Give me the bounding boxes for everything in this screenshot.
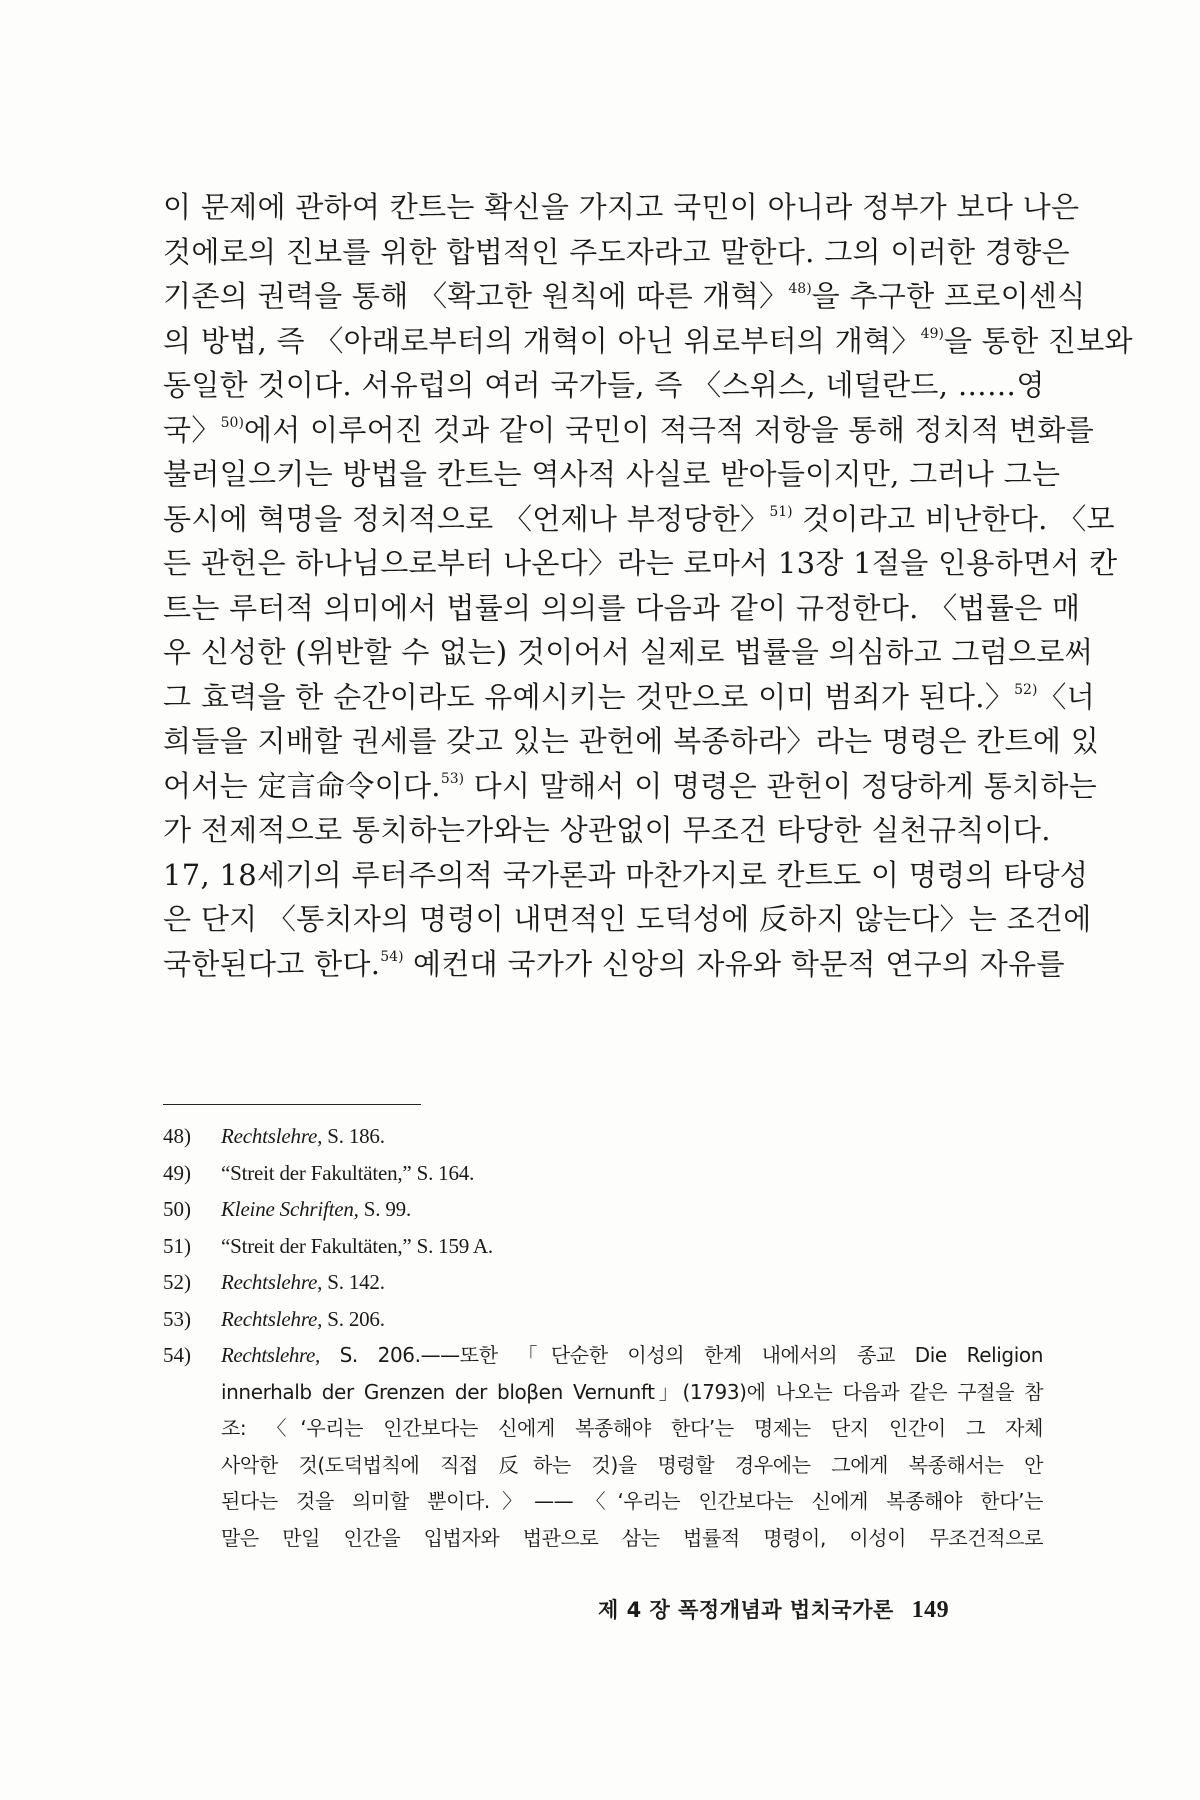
body-text-segment: 트는 루터적 의미에서 법률의 의의를 다음과 같이 규정한다. 〈법률은 매 [163, 590, 1081, 625]
footnote-marker[interactable]: 48) [788, 281, 812, 297]
footnote-line: 사악한 것(도덕법칙에 직접 反하는 것)을 명령할 경우에는 그에게 복종해서는 안 [221, 1452, 1043, 1477]
body-text-segment: 가 전제적으로 통치하는가와는 상관없이 무조건 타당한 실천규칙이다. [163, 813, 1051, 847]
footnote-marker[interactable]: 51) [769, 503, 793, 520]
body-text-segment: 을 추구한 프로이센식 [811, 279, 1086, 313]
footnote-reference: S. 206. [322, 1306, 385, 1331]
body-text-segment: 은 단지 〈통치자의 명령이 내면적인 도덕성에 反하지 않는다〉는 조건에 [163, 902, 1092, 936]
body-line [163, 541, 1118, 586]
body-line [163, 274, 1086, 319]
body-text [163, 185, 1133, 986]
footnote-source-title: Rechtslehre, [221, 1343, 320, 1367]
body-text-segment: 〈너 [1037, 679, 1096, 714]
body-line [163, 764, 1098, 809]
footnote-number: 49) [163, 1160, 191, 1185]
footnote-reference: “Streit der Fakultäten,” S. 164. [221, 1160, 475, 1185]
footnote-text [221, 1228, 493, 1265]
body-text-segment: 의 방법, 즉 〈아래로부터의 개혁이 아닌 위로부터의 개혁〉 [163, 323, 921, 358]
page-number: 149 [911, 1597, 950, 1623]
footnote-item [163, 1191, 1043, 1228]
footnote-text [221, 1155, 474, 1192]
footnote-item [163, 1118, 1043, 1155]
footnote-number: 54) [163, 1343, 191, 1367]
footnote-text [221, 1264, 385, 1301]
footnote-item [163, 1155, 1043, 1192]
footnote-text [221, 1301, 385, 1338]
body-line [163, 497, 1115, 542]
chapter-title: 제 4 장 폭정개념과 법치국가론 [598, 1598, 894, 1622]
footnote-reference: S. 142. [322, 1270, 385, 1294]
footnote-text [221, 1118, 385, 1155]
body-text-segment: 예컨대 국가가 신앙의 자유와 학문적 연구의 자유를 [403, 946, 1065, 981]
footnote-line [221, 1337, 1043, 1374]
body-text-segment: 어서는 定言命令이다. [163, 768, 441, 803]
footnote-item [163, 1337, 1043, 1556]
body-line [163, 363, 1043, 408]
body-text-segment: 17, 18세기의 루터주의적 국가론과 마찬가지로 칸트도 이 명령의 타당성 [163, 857, 1089, 892]
body-line [163, 897, 1092, 942]
body-text-segment: 기존의 권력을 통해 〈확고한 원칙에 따른 개혁〉 [163, 279, 789, 313]
footnote-line: innerhalb der Grenzen der bloβen Vernunft」(1793)에 나오는 다음과 같은 구절을 참 [221, 1379, 1043, 1404]
footnote-source-title: Rechtslehre, [221, 1306, 323, 1331]
body-text-segment: 에서 이루어진 것과 같이 국민이 적극적 저항을 통해 정치적 변화를 [243, 412, 1095, 447]
body-text-segment: 다시 말해서 이 명령은 관헌이 정당하게 통치하는 [464, 768, 1098, 803]
footnote-number: 51) [163, 1233, 191, 1258]
footnote-marker[interactable]: 50) [220, 414, 244, 431]
footnote-source-title: Rechtslehre, [221, 1124, 323, 1148]
body-text-segment: 든 관헌은 하나님으로부터 나온다〉라는 로마서 13장 1절을 인용하면서 칸 [163, 546, 1118, 580]
footnote-number: 52) [163, 1270, 191, 1294]
body-line [163, 719, 1100, 764]
footnote-reference: S. 186. [322, 1124, 385, 1148]
body-text-segment: 국〉 [163, 412, 221, 447]
body-line [163, 319, 1133, 364]
footnote-item [163, 1264, 1043, 1301]
body-line [163, 452, 1061, 497]
body-text-segment: 동시에 혁명을 정치적으로 〈언제나 부정당한〉 [163, 501, 770, 536]
body-text-segment: 을 통한 진보와 [943, 323, 1133, 358]
footnote-reference: S. 99. [358, 1197, 412, 1221]
footnote-marker[interactable]: 53) [440, 770, 465, 787]
body-line [163, 408, 1095, 453]
body-line [163, 808, 1051, 853]
body-line [163, 230, 1070, 275]
footnote-source-title: Rechtslehre, [221, 1270, 323, 1294]
body-text-segment: 국한된다고 한다. [163, 946, 381, 981]
footnote-item [163, 1301, 1043, 1338]
footnote-marker[interactable]: 49) [920, 325, 944, 342]
body-text-segment: 불러일으키는 방법을 칸트는 역사적 사실로 받아들이지만, 그러나 그는 [163, 457, 1061, 491]
footnote-text [221, 1191, 411, 1228]
body-text-segment: 그 효력을 한 순간이라도 유예시키는 것만으로 이미 범죄가 된다.〉 [163, 679, 1015, 714]
footnote-reference: “Streit der Fakultäten,” S. 159 A. [221, 1233, 493, 1258]
body-text-segment: 것에로의 진보를 위한 합법적인 주도자라고 말한다. 그의 이러한 경향은 [163, 234, 1070, 269]
footnote-number: 50) [163, 1197, 191, 1221]
body-line [163, 586, 1081, 631]
body-line [163, 185, 1080, 230]
footnote-item [163, 1228, 1043, 1265]
footnote-number: 48) [163, 1124, 191, 1148]
footnote-text [221, 1337, 1043, 1556]
footnote-number: 53) [163, 1306, 191, 1331]
footnote-source-title: Kleine Schriften, [221, 1197, 359, 1221]
footnote-line: 된다는 것을 의미할 뿐이다.〉——〈‘우리는 인간보다는 신에게 복종해야 한다’는 [221, 1489, 1043, 1513]
body-text-segment: 이 문제에 관하여 칸트는 확신을 가지고 국민이 아니라 정부가 보다 나은 [163, 190, 1080, 224]
body-text-segment: 우 신성한 (위반할 수 없는) 것이어서 실제로 법률을 의심하고 그럼으로써 [163, 635, 1093, 669]
body-text-segment: 희들을 지배할 권세를 갖고 있는 관헌에 복종하라〉라는 명령은 칸트에 있 [163, 724, 1100, 758]
body-text-segment: 것이라고 비난한다. 〈모 [792, 501, 1115, 536]
body-line [163, 853, 1089, 898]
footnote-marker[interactable]: 54) [380, 948, 404, 965]
running-footer [598, 1594, 949, 1624]
footnote-line: 조: 〈‘우리는 인간보다는 신에게 복종해야 한다’는 명제는 단지 인간이 그 자체 [221, 1416, 1043, 1440]
footnote-line: 말은 만일 인간을 입법자와 법관으로 삼는 법률적 명령이, 이성이 무조건적으로 [221, 1525, 1043, 1550]
body-line [163, 675, 1096, 720]
body-text-segment: 동일한 것이다. 서유럽의 여러 국가들, 즉 〈스위스, 네덜란드, ……영 [163, 368, 1045, 402]
body-line [163, 942, 1065, 987]
body-line [163, 630, 1093, 675]
footnote-line-text: S. 206.——또한 「단순한 이성의 한계 내에서의 종교 Die Religion [319, 1343, 1043, 1367]
footnote-separator [163, 1104, 421, 1105]
footnotes [163, 1118, 1043, 1556]
footnote-marker[interactable]: 52) [1014, 681, 1038, 698]
